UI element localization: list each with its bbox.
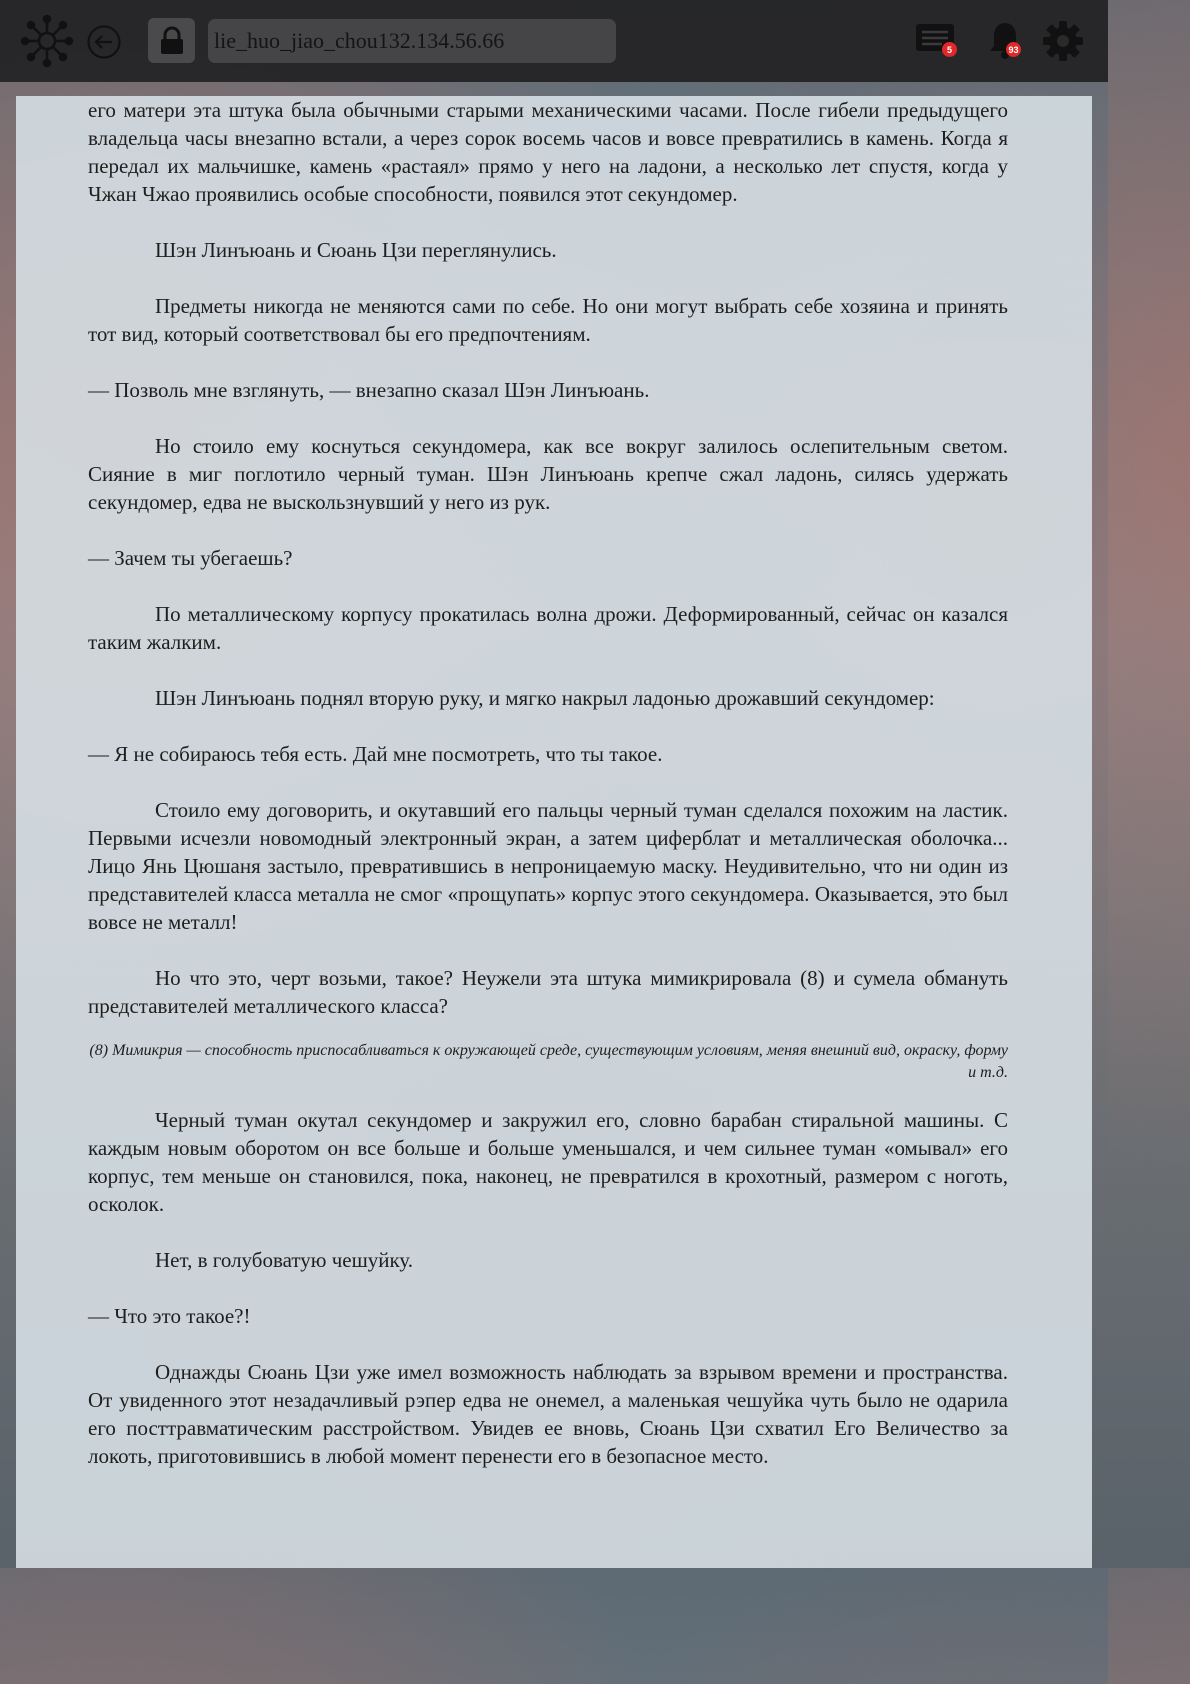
paragraph: Нет, в голубоватую чешуйку. xyxy=(155,1248,414,1272)
top-toolbar xyxy=(0,0,1108,82)
bell-icon[interactable] xyxy=(984,18,1026,62)
reader-page xyxy=(16,96,1092,1568)
settings-gear-icon[interactable] xyxy=(1040,18,1086,64)
app-logo-icon[interactable] xyxy=(20,14,74,68)
messages-badge: 5 xyxy=(942,42,957,57)
paragraph: Однажды Сюань Цзи уже имел возможность наблюдать за взрывом времени и пространства. От увиденного этот незадачливый рэпер едва не онемел, а маленькая чешуйка чуть было не одарила его посттравматическим расстройством. Увидев ее вновь, Сюань Цзи схватил Его Величество за локоть, приготовившись в любой момент перенести его в безопасное место. xyxy=(88,1360,1008,1468)
messages-icon[interactable] xyxy=(912,20,958,62)
paragraph: его матери эта штука была обычными старыми механическими часами. После гибели предыдущего владельца часы внезапно встали, а через сорок восемь часов и вовсе превратились в камень. Когда я передал их мальчишке, камень «растаял» прямо у него на ладони, а несколько лет спустя, когда у Чжан Чжао проявились особые способности, появился этот секундомер. xyxy=(88,98,1008,206)
paragraph: По металлическому корпусу прокатилась волна дрожи. Деформированный, сейчас он казался таким жалким. xyxy=(88,602,1008,654)
dialogue-line: — Позволь мне взглянуть, — внезапно сказал Шэн Линъюань. xyxy=(88,378,650,402)
paragraph: Но что это, черт возьми, такое? Неужели эта штука мимикрировала (8) и сумела обмануть представителей металлического класса? xyxy=(88,966,1008,1018)
address-field[interactable]: lie_huo_jiao_chou132.134.56.66 xyxy=(208,19,616,63)
paragraph: Предметы никогда не меняются сами по себе. Но они могут выбрать себе хозяина и принять тот вид, который соответствовал бы его предпочтениям. xyxy=(88,294,1008,346)
dialogue-line: — Я не собираюсь тебя есть. Дай мне посмотреть, что ты такое. xyxy=(88,742,663,766)
paragraph: Шэн Линъюань и Сюань Цзи переглянулись. xyxy=(155,238,557,262)
notifications-badge: 93 xyxy=(1006,42,1021,57)
paragraph: Черный туман окутал секундомер и закружил его, словно барабан стиральной машины. С каждым новым оборотом он все больше и больше уменьшался, и чем сильнее туман «омывал» его корпус, тем меньше он становился, пока, наконец, не превратился в крохотный, размером с ноготь, осколок. xyxy=(88,1108,1008,1216)
back-arrow-icon[interactable] xyxy=(84,22,124,62)
lock-icon[interactable] xyxy=(148,18,195,63)
paragraph: Но стоило ему коснуться секундомера, как все вокруг залилось ослепительным светом. Сияние в миг поглотило черный туман. Шэн Линъюань крепче сжал ладонь, силясь удержать секундомер, едва не выскользнувший у него из рук. xyxy=(88,434,1008,514)
chapter-text xyxy=(88,96,1008,1498)
footnote: (8) Мимикрия — способность приспосабливаться к окружающей среде, существующим условиям, меняя внешний вид, окраску, форму и т.д. xyxy=(89,1042,1008,1081)
dialogue-line: — Зачем ты убегаешь? xyxy=(88,546,293,570)
paragraph: Шэн Линъюань поднял вторую руку, и мягко накрыл ладонью дрожавший секундомер: xyxy=(155,686,935,710)
paragraph: Стоило ему договорить, и окутавший его пальцы черный туман сделался похожим на ластик. Первыми исчезли новомодный электронный экран, а затем циферблат и металлическая оболочка... Лицо Янь Цюшаня застыло, превратившись в непроницаемую маску. Неудивительно, что ни один из представителей класса металла не смог «прощупать» корпус этого секундомера. Оказывается, это был вовсе не металл! xyxy=(88,798,1008,934)
dialogue-line: — Что это такое?! xyxy=(88,1304,251,1328)
